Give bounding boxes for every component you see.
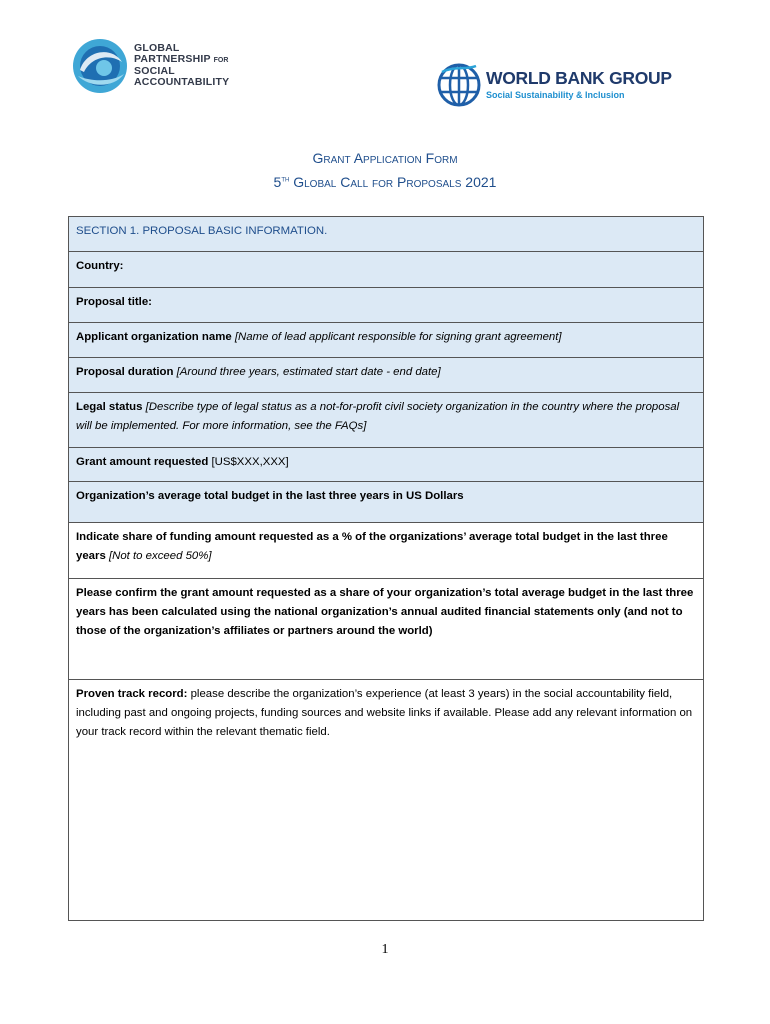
gpsa-swirl-icon <box>70 36 130 96</box>
applicant-hint: [Name of lead applicant responsible for signing grant agreement] <box>234 331 562 343</box>
legal-status-hint: [Describe type of legal status as a not-for-profit civil society organization in the country where the proposal will be implemented. For more information, see the FAQs] <box>76 401 680 432</box>
page-number: 1 <box>381 942 389 957</box>
budget-confirmation-field[interactable] <box>69 579 703 680</box>
proposal-title-field[interactable] <box>69 288 703 323</box>
form-title: Grant Application Form <box>312 150 458 166</box>
average-budget-field[interactable] <box>69 482 703 523</box>
funding-share-label: Indicate share of funding amount requested as a % of the organizations’ average total budget in the last three years <box>76 531 668 562</box>
call-title: 5th Global Call for Proposals 2021 <box>273 174 497 190</box>
funding-share-hint: [Not to exceed 50%] <box>108 550 212 562</box>
budget-confirmation-label: Please confirm the grant amount requested as a share of your organization’s total average budget in the last three years has been calculated using the national organization’s annual audited financial statements only (and not to those of the organization’s affiliates or partners around the world) <box>76 587 694 637</box>
track-record-field[interactable] <box>69 680 703 921</box>
applicant-label: Applicant organization name <box>76 331 232 343</box>
grant-amount-label: Grant amount requested <box>76 456 209 468</box>
grant-amount-field[interactable] <box>69 448 703 482</box>
track-record-label: Proven track record: <box>76 688 188 700</box>
grant-amount-hint: [US$XXX,XXX] <box>211 456 289 468</box>
globe-icon <box>436 62 482 108</box>
application-form <box>68 216 704 921</box>
applicant-organization-field[interactable] <box>69 323 703 358</box>
world-bank-group-logo <box>436 62 672 110</box>
gpsa-logo <box>70 36 260 96</box>
proposal-duration-field[interactable] <box>69 358 703 393</box>
duration-label: Proposal duration <box>76 366 174 378</box>
country-field[interactable] <box>69 252 703 288</box>
section-title: SECTION 1. PROPOSAL BASIC INFORMATION. <box>76 225 328 237</box>
funding-share-field[interactable] <box>69 523 703 579</box>
legal-status-field[interactable] <box>69 393 703 448</box>
wbg-subtitle: Social Sustainability & Inclusion <box>486 90 625 100</box>
duration-hint: [Around three years, estimated start date - end date] <box>176 366 441 378</box>
wbg-name: WORLD BANK GROUP <box>486 68 672 88</box>
gpsa-wordmark: GLOBAL PARTNERSHIP FOR SOCIAL ACCOUNTABILITY <box>134 42 230 88</box>
track-record-text: please describe the organization’s experience (at least 3 years) in the social accountability field, including past and ongoing projects, funding sources and website links if available. Please add any relevant information on your track record within the relevant thematic field. <box>76 688 693 738</box>
average-budget-label: Organization’s average total budget in the last three years in US Dollars <box>76 490 464 502</box>
section-header-row <box>69 217 703 252</box>
country-label: Country: <box>76 260 124 272</box>
legal-status-label: Legal status <box>76 401 143 413</box>
proposal-title-label: Proposal title: <box>76 296 152 308</box>
